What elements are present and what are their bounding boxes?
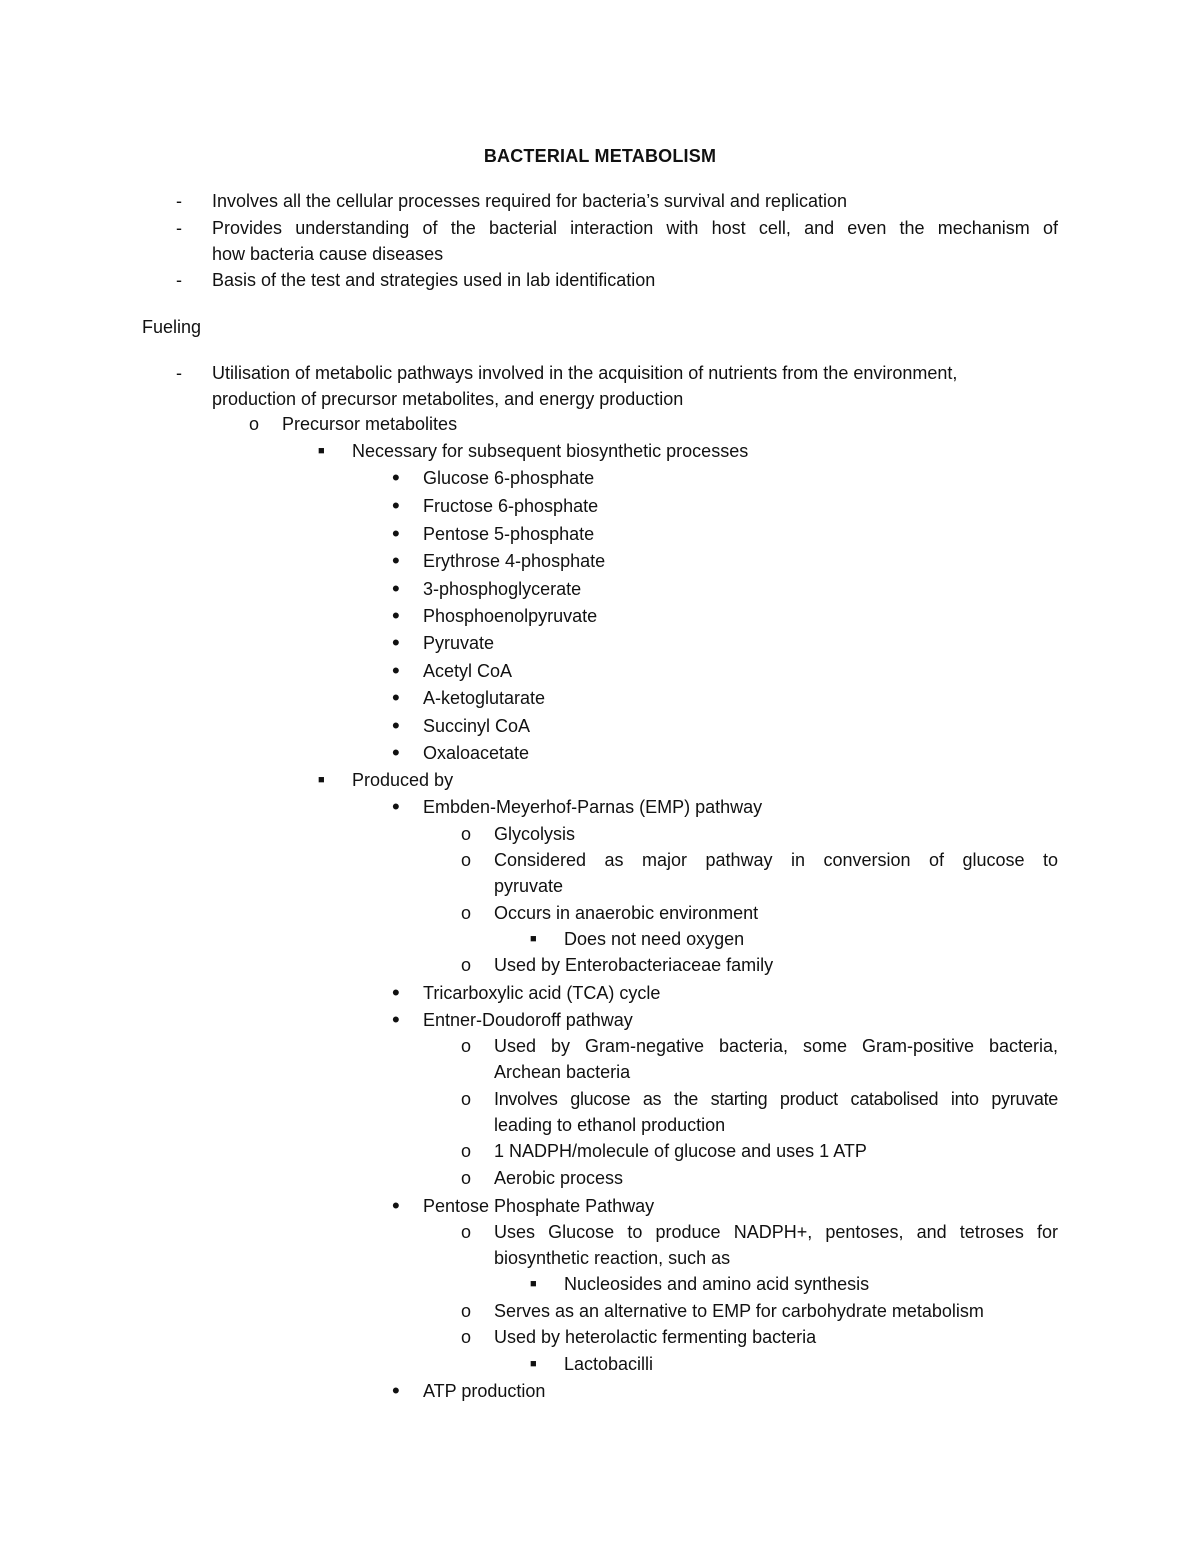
pathway-detail: Uses Glucose to produce NADPH+, pentoses, and tetroses for — [494, 1222, 1058, 1242]
square-marker: ■ — [530, 933, 537, 945]
circle-marker: o — [461, 1222, 472, 1242]
circle-marker: o — [461, 1089, 472, 1109]
pathway-detail: Used by Gram-negative bacteria, some Gram-positive bacteria, — [494, 1036, 1058, 1056]
pathway-detail: Occurs in anaerobic environment — [494, 903, 759, 923]
fueling-item-continuation: production of precursor metabolites, and energy production — [212, 389, 684, 409]
metabolite-item: Pyruvate — [423, 633, 495, 653]
square-marker: ■ — [318, 445, 325, 457]
circle-marker: o — [461, 1301, 472, 1321]
intro-item-continuation: how bacteria cause diseases — [212, 244, 444, 264]
pathway-detail: Glycolysis — [494, 824, 576, 844]
pathway-detail: 1 NADPH/molecule of glucose and uses 1 ATP — [494, 1141, 867, 1161]
circle-marker: o — [461, 1036, 472, 1056]
circle-marker: o — [461, 903, 472, 923]
circle-marker: o — [461, 824, 472, 844]
pathway-item: Pentose Phosphate Pathway — [423, 1196, 655, 1216]
bullet-marker: • — [392, 658, 400, 683]
metabolite-item: Succinyl CoA — [423, 716, 531, 736]
pathway-detail: Serves as an alternative to EMP for carbohydrate metabolism — [494, 1301, 984, 1321]
bullet-marker: • — [392, 603, 400, 628]
bullet-marker: • — [392, 630, 400, 655]
pathway-detail: Used by Enterobacteriaceae family — [494, 955, 774, 975]
bullet-marker: • — [392, 548, 400, 573]
pathway-detail: Used by heterolactic fermenting bacteria — [494, 1327, 817, 1347]
bullet-marker: • — [392, 980, 400, 1005]
metabolite-item: Acetyl CoA — [423, 661, 513, 681]
bullet-marker: • — [392, 685, 400, 710]
section-heading: Fueling — [142, 317, 202, 337]
metabolite-item: Pentose 5-phosphate — [423, 524, 595, 544]
bullet-marker: • — [392, 1007, 400, 1032]
bullet-marker: • — [392, 740, 400, 765]
document-title: BACTERIAL METABOLISM — [483, 146, 717, 166]
circle-marker: o — [461, 850, 472, 870]
precursor-heading: Precursor metabolites — [282, 414, 458, 434]
pathway-detail-continuation: pyruvate — [494, 876, 564, 896]
square-marker: ■ — [530, 1358, 537, 1370]
bullet-marker: • — [392, 794, 400, 819]
bullet-marker: • — [392, 465, 400, 490]
pathway-detail: Involves glucose as the starting product catabolised into pyruvate — [494, 1089, 1058, 1109]
pathway-subdetail: Does not need oxygen — [564, 929, 745, 949]
circle-marker: o — [461, 1327, 472, 1347]
intro-item: Involves all the cellular processes required for bacteria’s survival and replication — [212, 191, 847, 211]
bullet-marker: • — [392, 576, 400, 601]
metabolite-item: Erythrose 4-phosphate — [423, 551, 606, 571]
metabolite-item: A-ketoglutarate — [423, 688, 546, 708]
dash-marker: - — [176, 218, 182, 238]
pathway-subdetail: Nucleosides and amino acid synthesis — [564, 1274, 870, 1294]
metabolite-item: Phosphoenolpyruvate — [423, 606, 598, 626]
pathway-subdetail: Lactobacilli — [564, 1354, 654, 1374]
pathway-item: Embden-Meyerhof-Parnas (EMP) pathway — [423, 797, 763, 817]
bullet-marker: • — [392, 713, 400, 738]
circle-marker: o — [249, 414, 260, 434]
pathway-detail: Considered as major pathway in conversion of glucose to — [494, 850, 1058, 870]
pathway-detail-continuation: leading to ethanol production — [494, 1115, 726, 1135]
pathway-item: ATP production — [423, 1381, 546, 1401]
pathway-item: Tricarboxylic acid (TCA) cycle — [423, 983, 661, 1003]
pathway-detail-continuation: biosynthetic reaction, such as — [494, 1248, 731, 1268]
metabolite-item: Glucose 6-phosphate — [423, 468, 595, 488]
dash-marker: - — [176, 363, 182, 383]
intro-item: Provides understanding of the bacterial interaction with host cell, and even the mechanism of — [212, 218, 1058, 238]
dash-marker: - — [176, 270, 182, 290]
list-item: Necessary for subsequent biosynthetic processes — [352, 441, 749, 461]
bullet-marker: • — [392, 1193, 400, 1218]
dash-marker: - — [176, 191, 182, 211]
circle-marker: o — [461, 1168, 472, 1188]
list-item: Produced by — [352, 770, 454, 790]
pathway-detail-continuation: Archean bacteria — [494, 1062, 631, 1082]
fueling-item: Utilisation of metabolic pathways involved in the acquisition of nutrients from the environment, — [212, 363, 958, 383]
circle-marker: o — [461, 1141, 472, 1161]
intro-item: Basis of the test and strategies used in lab identification — [212, 270, 656, 290]
metabolite-item: Fructose 6-phosphate — [423, 496, 599, 516]
pathway-detail: Aerobic process — [494, 1168, 624, 1188]
metabolite-item: 3-phosphoglycerate — [423, 579, 582, 599]
pathway-item: Entner-Doudoroff pathway — [423, 1010, 633, 1030]
bullet-marker: • — [392, 1378, 400, 1403]
circle-marker: o — [461, 955, 472, 975]
square-marker: ■ — [530, 1278, 537, 1290]
square-marker: ■ — [318, 774, 325, 786]
bullet-marker: • — [392, 493, 400, 518]
metabolite-item: Oxaloacetate — [423, 743, 530, 763]
bullet-marker: • — [392, 521, 400, 546]
